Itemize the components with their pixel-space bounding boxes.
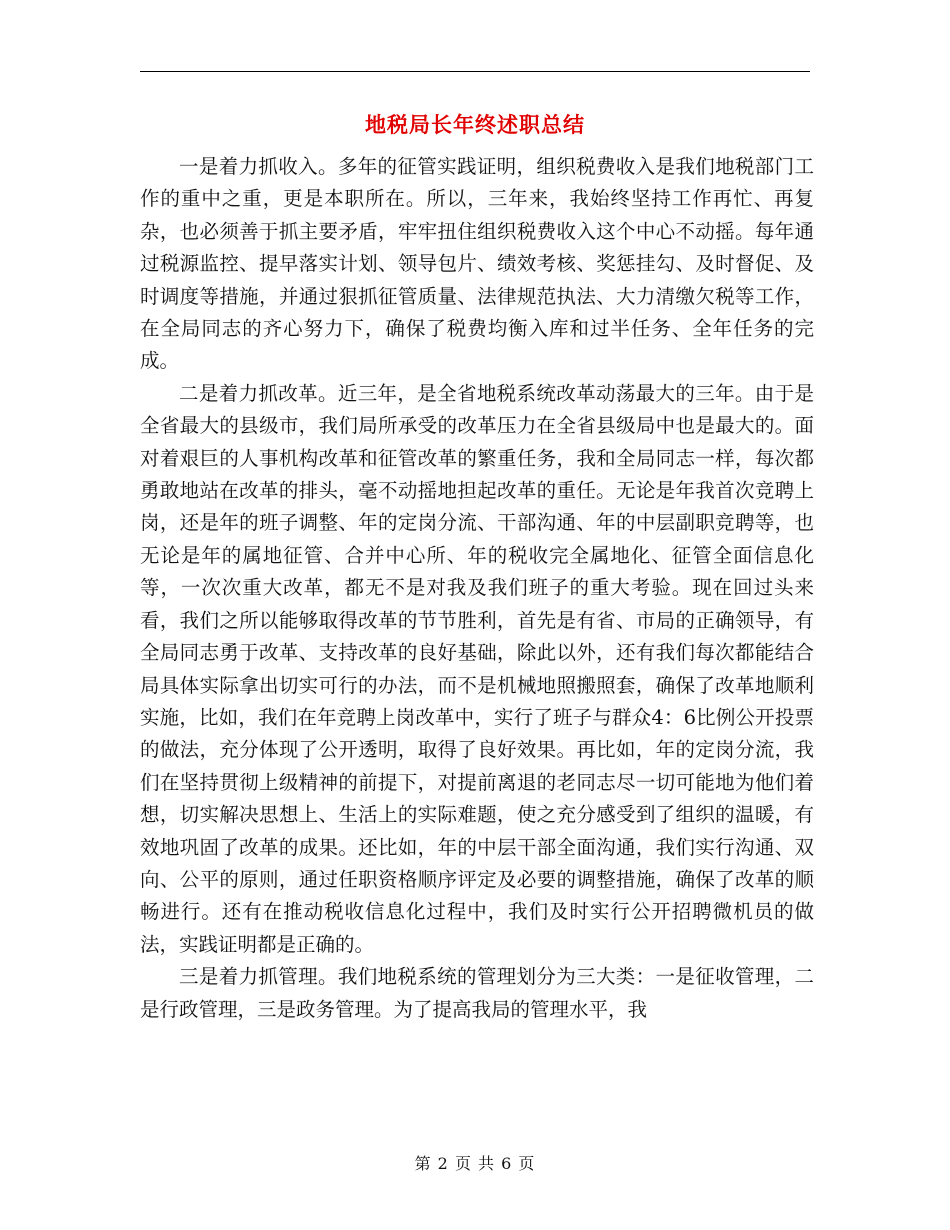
document-title: 地税局长年终述职总结 [365,112,585,137]
paragraph-reform: 二是着力抓改革。近三年，是全省地税系统改革动荡最大的三年。由于是全省最大的县级市，我们局所承受的改革压力在全省县级局中也是最大的。面对着艰巨的人事机构改革和征管改革的繁重任务，我和全局同志一样，每次都勇敢地站在改革的排头，毫不动摇地担起改革的重任。无论是年我首次竞聘上岗，还是年的班子调整、年的定岗分流、干部沟通、年的中层副职竞聘等，也无论是年的属地征管、合并中心所、年的税收完全属地化、征管全面信息化等，一次次重大改革，都无不是对我及我们班子的重大考验。现在回过头来看，我们之所以能够取得改革的节节胜利，首先是有省、市局的正确领导，有全局同志勇于改革、支持改革的良好基础，除此以外，还有我们每次都能结合局具体实际拿出切实可行的办法，而不是机械地照搬照套，确保了改革地顺利实施，比如，我们在年竞聘上岗改革中，实行了班子与群众4：6比例公开投票的做法，充分体现了公开透明，取得了良好效果。再比如，年的定岗分流，我们在坚持贯彻上级精神的前提下，对提前离退的老同志尽一切可能地为他们着想，切实解决思想上、生活上的实际难题，使之充分感受到了组织的温暖，有效地巩固了改革的成果。还比如，年的中层干部全面沟通，我们实行沟通、双向、公平的原则，通过任职资格顺序评定及必要的调整措施，确保了改革的顺畅进行。还有在推动税收信息化过程中，我们及时实行公开招聘微机员的做法，实践证明都是正确的。 [140,381,814,956]
paragraph-management: 三是着力抓管理。我们地税系统的管理划分为三大类：一是征收管理，二是行政管理，三是政务管理。为了提高我局的管理水平，我 [140,965,814,1021]
document-body [140,151,814,1026]
header-rule [140,71,810,72]
page-number-footer: 第 2 页 共 6 页 [414,1154,536,1173]
paragraph-revenue: 一是着力抓收入。多年的征管实践证明，组织税费收入是我们地税部门工作的重中之重，更是本职所在。所以，三年来，我始终坚持工作再忙、再复杂，也必须善于抓主要矛盾，牢牢扭住组织税费收入这个中心不动摇。每年通过税源监控、提早落实计划、领导包片、绩效考核、奖惩挂勾、及时督促、及时调度等措施，并通过狠抓征管质量、法律规范执法、大力清缴欠税等工作，在全局同志的齐心努力下，确保了税费均衡入库和过半任务、全年任务的完成。 [140,155,814,373]
